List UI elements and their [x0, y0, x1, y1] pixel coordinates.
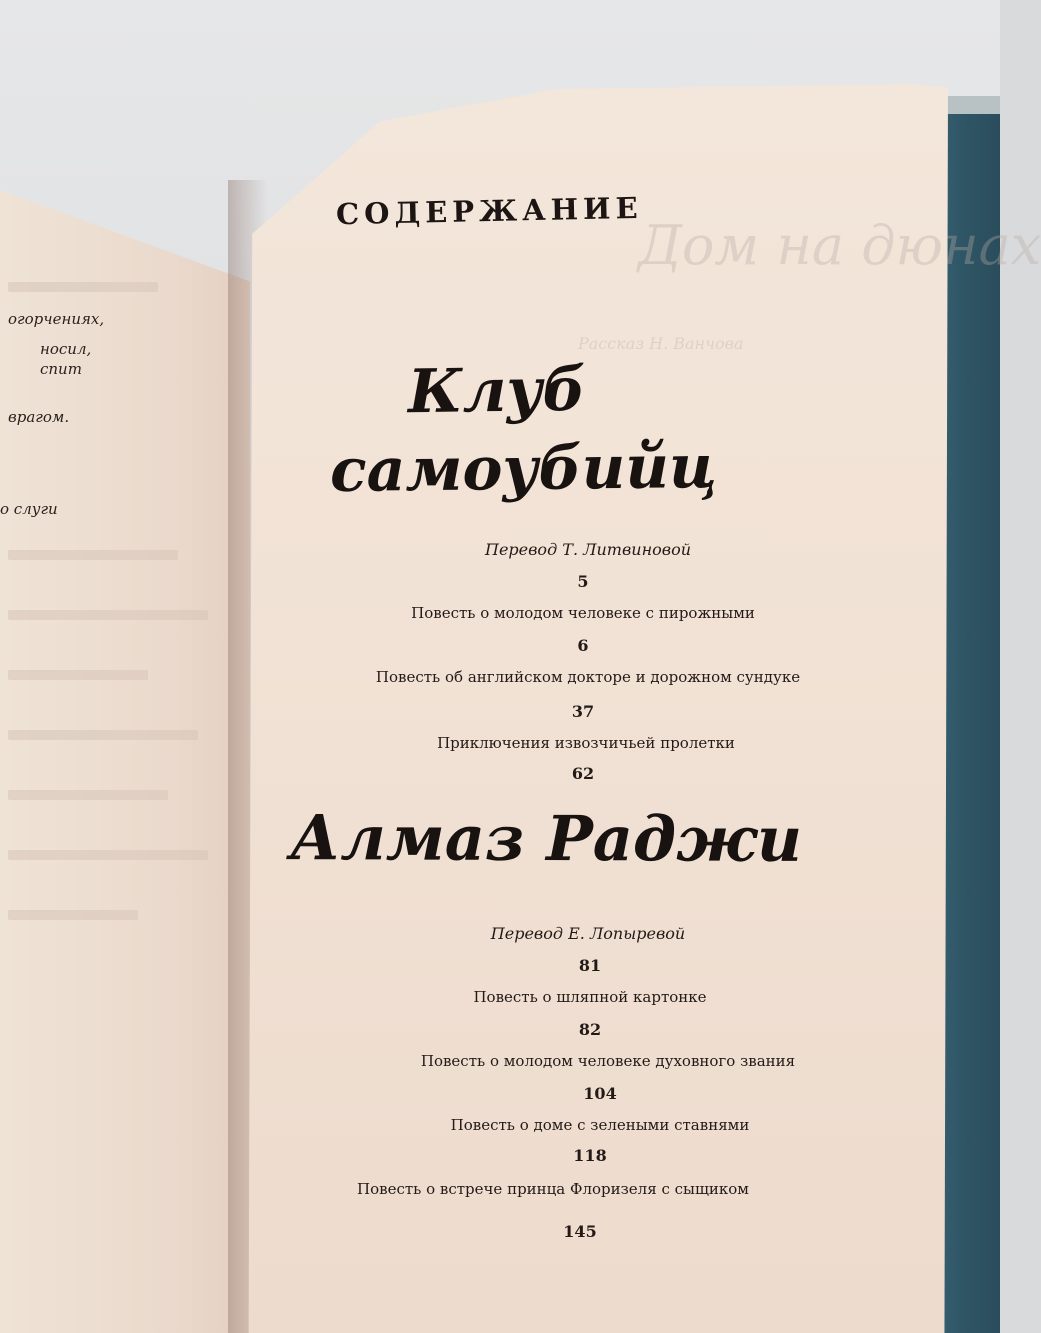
page-number: 81: [578, 956, 602, 975]
page-number: 62: [571, 764, 595, 783]
bleed-through-text: Рассказ Н. Ванчова: [578, 334, 744, 353]
left-line: о слуги: [0, 500, 58, 518]
faded-line: [8, 790, 168, 800]
faded-line: [8, 610, 208, 620]
faded-line: [8, 550, 178, 560]
story-title: Повесть о шляпной картонке: [473, 988, 707, 1006]
story-title: Повесть о доме с зелеными ставнями: [450, 1116, 750, 1134]
section-title: Алмаз Раджи: [289, 801, 803, 876]
translator-credit: Перевод Т. Литвиновой: [484, 540, 691, 559]
page-number: 6: [577, 636, 589, 655]
left-line: врагом.: [8, 408, 70, 426]
left-page-text: [0, 190, 250, 1333]
page-number: 104: [583, 1084, 617, 1103]
faded-line: [8, 730, 198, 740]
page-number: 145: [563, 1222, 597, 1241]
page-number: 5: [577, 572, 589, 591]
translator-credit: Перевод Е. Лопыревой: [490, 924, 686, 943]
bleed-through-title: Дом на дюнах: [638, 214, 1041, 277]
section-title-line2: самоубийц: [329, 431, 718, 507]
story-title: Повесть о молодом человеке с пирожными: [411, 604, 755, 622]
faded-line: [8, 910, 138, 920]
story-title: Приключения извозчичьей пролетки: [437, 734, 735, 752]
table-of-contents: [238, 84, 1041, 1333]
page-title: СОДЕРЖАНИЕ: [335, 190, 643, 232]
faded-line: [8, 850, 208, 860]
faded-line: [8, 670, 148, 680]
left-line: огорчениях,: [8, 310, 105, 328]
left-line: спит: [40, 360, 82, 378]
page-number: 82: [578, 1020, 602, 1039]
story-title: Повесть об английском докторе и дорожном сундуке: [375, 668, 801, 686]
left-line: носил,: [40, 340, 92, 358]
faded-line: [8, 282, 158, 292]
page-number: 37: [571, 702, 595, 721]
story-title: Повесть о встрече принца Флоризеля с сыщиком: [357, 1180, 749, 1198]
section-title-line1: Клуб: [407, 354, 587, 428]
page-number: 118: [573, 1146, 607, 1165]
story-title: Повесть о молодом человеке духовного звания: [420, 1052, 796, 1070]
